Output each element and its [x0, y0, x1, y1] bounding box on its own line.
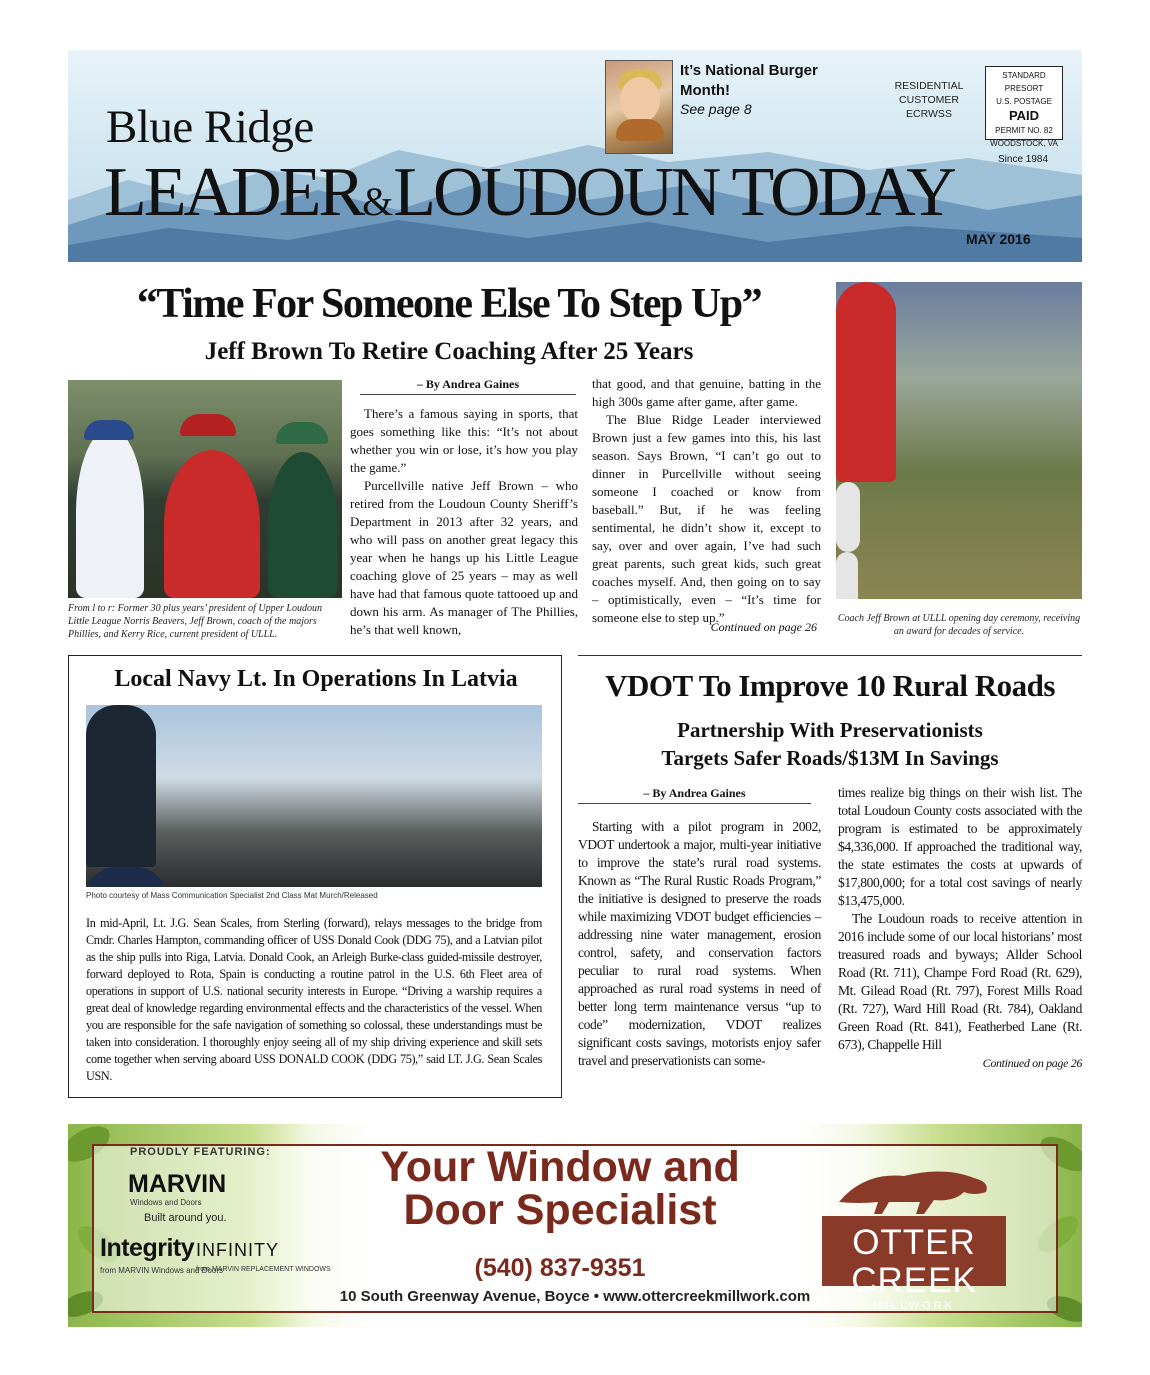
infinity-logo[interactable]: INFINITY	[196, 1240, 279, 1260]
masthead-title-top: Blue Ridge	[106, 101, 314, 153]
article-column-2: that good, and that genuine, batting in the high 300s game after game, after game. The Blue Ridge Leader interviewed Brown just a few games into this, his last season. Says Brown, “I can’t go out to dinner in Purcellville without seeing someone I coached or know from baseball.” But, if he was feeling sentimental, he didn’t show it, except to say, over and over again, I’ve had such great parents, such great kids, such great coaches myself. And, then going on to say – optimistically, even – “It’s time for someone else to step up.”	[592, 376, 821, 625]
ad-headline: Your Window and Door Specialist	[380, 1143, 740, 1234]
article-column-1: There’s a famous saying in sports, that goes something like this: “It’s not about whether you win or lose, it’s how you play the game.” Purcellville native Jeff Brown – who retired from the Loudoun County Sheriff’s Department in 2013 after 32 years, and who will pass on another great legacy this year when he hangs up his Little League coaching glove of 25 years – may as well have had that famous quote tattooed up and down his arm. As manager of The Phillies, he’s that well known,	[350, 406, 578, 637]
photo-credit: Photo courtesy of Mass Communication Specialist 2nd Class Mat Murch/Released	[86, 891, 378, 900]
main-subhead: Jeff Brown To Retire Coaching After 25 Years	[204, 338, 694, 365]
masthead	[68, 50, 1082, 262]
main-headline[interactable]: “Time For Someone Else To Step Up”	[136, 281, 762, 327]
ad-featuring-label: PROUDLY FEATURING:	[130, 1146, 271, 1158]
vdot-column-2: times realize big things on their wish list. The total Loudoun County costs associated with the program is estimated to be approximately $4,336,000. If approached the traditional way, the state estimates the costs at upwards of $17,800,000; for a total cost savings of nearly $13,475,000. The Loudoun roads to receive attention in 2016 include some of our local historians’ most treasured roads and byways; Allder School Road (Rt. 711), Champe Ford Road (Rt. 629), Mt. Gilead Road (Rt. 797), Forest Mills Road (Rt. 727), Ward Hill Road (Rt. 784), Oakland Green Road (Rt. 841), Featherbed Lane (Rt. 673), Chappelle Hill Continued on page 26	[838, 785, 1082, 1070]
photo-caption: From l to r: Former 30 plus years’ president of Upper Loudoun Little League Norris Beavers, Jeff Brown, coach of the majors Phillies, and Kerry Rice, current president of ULLL.	[68, 603, 322, 640]
masthead-since: Since 1984	[998, 154, 1049, 165]
navy-bridge-photo[interactable]	[86, 705, 542, 887]
postage-indicia: STANDARD PRESORT U.S. POSTAGE PAID PERMIT NO. 82 WOODSTOCK, VA	[985, 66, 1063, 140]
vdot-headline[interactable]: VDOT To Improve 10 Rural Roads	[605, 668, 1055, 703]
resident-label: RESIDENTIAL CUSTOMER ECRWSS	[894, 80, 964, 120]
otter-icon	[834, 1152, 994, 1220]
continued-link[interactable]: Continued on page 26	[982, 1056, 1082, 1070]
navy-body: In mid-April, Lt. J.G. Sean Scales, from Sterling (forward), relays messages to the bridge from Cmdr. Charles Hampton, commanding officer of USS Donald Cook (DDG 75), and a Latvian pilot as the ship pulls into Riga, Latvia. Donald Cook, an Arleigh Burke-class guided-missile destroyer, forward deployed to Rota, Spain is conducting a routine patrol in the U.S. 6th Fleet area of operations in support of U.S. national security interests in Europe. “Driving a warship requires a great deal of knowledge regarding environmental effects and the characteristics of the vessel. When you are responsible for the safe navigation of something so colossal, these understandings must be taken into consideration. I thoroughly enjoy seeing all of my ship driving experience and skill sets come together when serving aboard USS DONALD COOK (DDG 75),” said LT. J.G. Sean Scales USN.	[86, 916, 542, 1083]
byline: – By Andrea Gaines	[360, 377, 576, 395]
navy-headline[interactable]: Local Navy Lt. In Operations In Latvia	[114, 666, 518, 692]
byline: – By Andrea Gaines	[578, 786, 811, 804]
ad-phone[interactable]: (540) 837-9351	[474, 1254, 646, 1282]
continued-link[interactable]: Continued on page 26	[710, 620, 817, 634]
burger-kid-photo[interactable]	[605, 60, 673, 154]
masthead-title-main: LEADER&LOUDOUN TODAY	[104, 154, 954, 231]
marvin-logo[interactable]: MARVIN	[128, 1170, 227, 1198]
marvin-tagline: Built around you.	[144, 1212, 227, 1224]
ad-address[interactable]: 10 South Greenway Avenue, Boyce • www.ottercreekmillwork.com	[339, 1288, 811, 1305]
photo-caption-coach: Coach Jeff Brown at ULLL opening day ceremony, receiving an award for decades of service.	[837, 613, 1081, 637]
coach-ceremony-photo[interactable]	[836, 282, 1082, 599]
integrity-logo[interactable]: Integrity	[100, 1234, 195, 1262]
infinity-sub: from MARVIN REPLACEMENT WINDOWS	[196, 1266, 331, 1273]
vdot-column-1: Starting with a pilot program in 2002, VDOT undertook a major, multi-year initiative to improve the state’s rural road systems. Known as “The Rural Rustic Roads Program,” the initiative is designed to preserve the roads while maximizing VDOT budget efficiencies – addressing nine water management, erosion control, safety, and conservation factors peculiar to rural road systems. When approached as rural road systems in need of better long term maintenance versus “up to code” modernization, VDOT realizes significant costs savings, motorists enjoy safer travel and preservationists can some-	[578, 819, 821, 1068]
issue-date: MAY 2016	[966, 231, 1031, 247]
marvin-sub: Windows and Doors	[130, 1198, 202, 1207]
otter-creek-logo[interactable]: OTTER CREEK MILLWORK	[822, 1216, 1006, 1286]
promo-title[interactable]: It’s National Burger Month!	[680, 62, 818, 99]
coaches-group-photo[interactable]	[68, 380, 342, 598]
section-divider	[578, 655, 1082, 656]
integrity-sub: from MARVIN Windows and Doors	[100, 1266, 223, 1275]
promo-page-ref[interactable]: See page 8	[680, 101, 752, 117]
vdot-subhead: Partnership With Preservationists Targets Safer Roads/$13M In Savings	[661, 718, 999, 770]
